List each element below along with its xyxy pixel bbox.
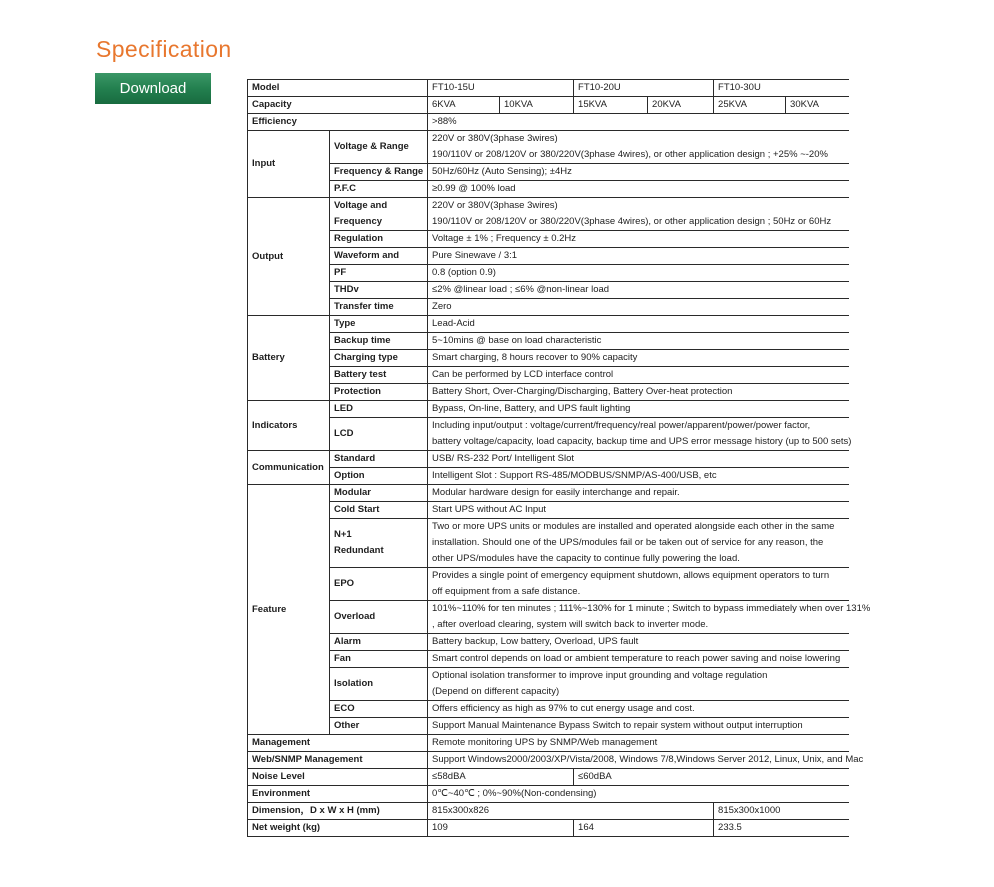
- sublabel-lcd: LCD: [330, 418, 428, 451]
- row-feature-alarm: [248, 634, 849, 651]
- row-battery-protection: [248, 384, 849, 401]
- net-weight-value: 233.5: [714, 820, 849, 837]
- capacity-label: Capacity: [248, 97, 428, 114]
- sublabel-redundant: [330, 519, 428, 568]
- row-feature-other: [248, 718, 849, 735]
- row-communication-option: [248, 468, 849, 485]
- model-value: FT10-15U: [428, 80, 574, 97]
- row-input-frequency-range: [248, 164, 849, 181]
- dimension-value: 815x300x1000: [714, 803, 849, 820]
- model-value: FT10-20U: [574, 80, 714, 97]
- sublabel-line: N+1: [334, 529, 352, 540]
- row-output-pf: [248, 265, 849, 282]
- group-label-output: Output: [248, 198, 330, 316]
- sublabel-led: LED: [330, 401, 428, 418]
- row-feature-isolation: [248, 668, 849, 701]
- environment-value: 0℃~40℃ ; 0%~90%(Non-condensing): [428, 786, 849, 803]
- row-environment: [248, 786, 849, 803]
- value-lcd: [428, 418, 852, 451]
- row-management: [248, 735, 849, 752]
- row-feature-redundant: [248, 519, 849, 568]
- capacity-value: 15KVA: [574, 97, 648, 114]
- row-indicators-lcd: [248, 418, 849, 451]
- row-battery-test: [248, 367, 849, 384]
- row-input-pfc: [248, 181, 849, 198]
- efficiency-value: >88%: [428, 114, 849, 131]
- row-feature-modular: [248, 485, 849, 502]
- sublabel-regulation: Regulation: [330, 231, 428, 248]
- sublabel-pf: PF: [330, 265, 428, 282]
- row-output-thdv: [248, 282, 849, 299]
- capacity-value: 25KVA: [714, 97, 786, 114]
- sublabel-battery-test: Battery test: [330, 367, 428, 384]
- row-efficiency: [248, 114, 849, 131]
- value-option: Intelligent Slot : Support RS-485/MODBUS/SNMP/AS-400/USB, etc: [428, 468, 849, 485]
- dimension-value: 815x300x826: [428, 803, 714, 820]
- sublabel-waveform: Waveform and: [330, 248, 428, 265]
- row-input-voltage-range: [248, 131, 849, 164]
- group-label-communication: Communication: [248, 451, 330, 485]
- row-feature-overload: [248, 601, 849, 634]
- value-line: installation. Should one of the UPS/modules fail or be taken out of service for any reason, the: [432, 537, 824, 548]
- value-line: 101%~110% for ten minutes ; 111%~130% for 1 minute ; Switch to bypass immediately when over 131%: [432, 603, 871, 614]
- value-line: Including input/output : voltage/current/frequency/real power/apparent/power/power factor,: [432, 420, 811, 431]
- noise-value: ≤58dBA: [428, 769, 574, 786]
- row-net-weight: [248, 820, 849, 837]
- noise-value: ≤60dBA: [574, 769, 849, 786]
- row-communication-standard: [248, 451, 849, 468]
- sublabel-thdv: THDv: [330, 282, 428, 299]
- value-eco: Offers efficiency as high as 97% to cut energy usage and cost.: [428, 701, 849, 718]
- page-title: Specification: [96, 36, 232, 62]
- row-indicators-led: [248, 401, 849, 418]
- group-label-input: Input: [248, 131, 330, 198]
- sublabel-alarm: Alarm: [330, 634, 428, 651]
- sublabel-voltage-range: Voltage & Range: [330, 131, 428, 164]
- row-feature-cold-start: [248, 502, 849, 519]
- sublabel-line: Redundant: [334, 545, 384, 556]
- sublabel-charging-type: Charging type: [330, 350, 428, 367]
- group-label-battery: Battery: [248, 316, 330, 401]
- net-weight-value: 164: [574, 820, 714, 837]
- value-line: , after overload clearing, system will switch back to inverter mode.: [432, 619, 709, 630]
- value-isolation: [428, 668, 849, 701]
- value-cold-start: Start UPS without AC Input: [428, 502, 849, 519]
- sublabel-type: Type: [330, 316, 428, 333]
- management-label: Management: [248, 735, 428, 752]
- net-weight-value: 109: [428, 820, 574, 837]
- sublabel-option: Option: [330, 468, 428, 485]
- value-transfer-time: Zero: [428, 299, 849, 316]
- value-line: other UPS/modules have the capacity to continue fully powering the load.: [432, 553, 740, 564]
- row-dimension: [248, 803, 849, 820]
- row-output-regulation: [248, 231, 849, 248]
- row-noise-level: [248, 769, 849, 786]
- value-standard: USB/ RS-232 Port/ Intelligent Slot: [428, 451, 849, 468]
- management-value: Remote monitoring UPS by SNMP/Web management: [428, 735, 849, 752]
- value-line: off equipment from a safe distance.: [432, 586, 581, 597]
- sublabel-frequency-range: Frequency & Range: [330, 164, 428, 181]
- value-regulation: Voltage ± 1% ; Frequency ± 0.2Hz: [428, 231, 849, 248]
- row-model: [248, 80, 849, 97]
- row-battery-charging-type: [248, 350, 849, 367]
- capacity-value: 30KVA: [786, 97, 849, 114]
- row-feature-epo: [248, 568, 849, 601]
- value-line: Provides a single point of emergency equipment shutdown, allows equipment operators to turn: [432, 570, 830, 581]
- model-value: FT10-30U: [714, 80, 849, 97]
- efficiency-label: Efficiency: [248, 114, 428, 131]
- web-snmp-label: Web/SNMP Management: [248, 752, 428, 769]
- sublabel-eco: ECO: [330, 701, 428, 718]
- sublabel-line: Voltage and: [334, 200, 388, 211]
- sublabel-protection: Protection: [330, 384, 428, 401]
- web-snmp-value: Support Windows2000/2003/XP/Vista/2008, Windows 7/8,Windows Server 2012, Linux, Unix, and Mac: [428, 752, 849, 769]
- value-battery-test: Can be performed by LCD interface control: [428, 367, 849, 384]
- dimension-label: Dimension，D x W x H (mm): [248, 803, 428, 820]
- sublabel-overload: Overload: [330, 601, 428, 634]
- row-output-waveform: [248, 248, 849, 265]
- value-protection: Battery Short, Over-Charging/Discharging, Battery Over-heat protection: [428, 384, 849, 401]
- value-frequency-range: 50Hz/60Hz (Auto Sensing); ±4Hz: [428, 164, 849, 181]
- value-thdv: ≤2% @linear load ; ≤6% @non-linear load: [428, 282, 849, 299]
- group-label-indicators: Indicators: [248, 401, 330, 451]
- value-line: battery voltage/capacity, load capacity, backup time and UPS error message history (up to 500 sets): [432, 436, 852, 447]
- sublabel-transfer-time: Transfer time: [330, 299, 428, 316]
- capacity-value: 20KVA: [648, 97, 714, 114]
- sublabel-modular: Modular: [330, 485, 428, 502]
- value-modular: Modular hardware design for easily interchange and repair.: [428, 485, 849, 502]
- sublabel-isolation: Isolation: [330, 668, 428, 701]
- sublabel-fan: Fan: [330, 651, 428, 668]
- row-web-snmp: [248, 752, 849, 769]
- noise-label: Noise Level: [248, 769, 428, 786]
- sublabel-epo: EPO: [330, 568, 428, 601]
- value-line: 190/110V or 208/120V or 380/220V(3phase 4wires), or other application design ; 50Hz or 60Hz: [432, 216, 832, 227]
- row-battery-type: [248, 316, 849, 333]
- row-battery-backup-time: [248, 333, 849, 350]
- sublabel-backup-time: Backup time: [330, 333, 428, 350]
- sublabel-other: Other: [330, 718, 428, 735]
- value-charging-type: Smart charging, 8 hours recover to 90% capacity: [428, 350, 849, 367]
- sublabel-pfc: P.F.C: [330, 181, 428, 198]
- value-type: Lead-Acid: [428, 316, 849, 333]
- model-label: Model: [248, 80, 428, 97]
- value-waveform: Pure Sinewave / 3:1: [428, 248, 849, 265]
- download-button[interactable]: Download: [95, 73, 211, 104]
- spec-table: [247, 79, 871, 837]
- value-voltage-frequency: [428, 198, 849, 231]
- row-capacity: [248, 97, 849, 114]
- row-output-transfer-time: [248, 299, 849, 316]
- capacity-value: 10KVA: [500, 97, 574, 114]
- value-epo: [428, 568, 849, 601]
- value-backup-time: 5~10mins @ base on load characteristic: [428, 333, 849, 350]
- row-feature-eco: [248, 701, 849, 718]
- value-line: 220V or 380V(3phase 3wires): [432, 133, 558, 144]
- capacity-value: 6KVA: [428, 97, 500, 114]
- value-pfc: ≥0.99 @ 100% load: [428, 181, 849, 198]
- sublabel-standard: Standard: [330, 451, 428, 468]
- sublabel-line: Frequency: [334, 216, 383, 227]
- value-led: Bypass, On-line, Battery, and UPS fault lighting: [428, 401, 849, 418]
- row-output-voltage-frequency: [248, 198, 849, 231]
- value-line: (Depend on different capacity): [432, 686, 560, 697]
- value-alarm: Battery backup, Low battery, Overload, UPS fault: [428, 634, 849, 651]
- net-weight-label: Net weight (kg): [248, 820, 428, 837]
- sublabel-voltage-frequency: [330, 198, 428, 231]
- value-other: Support Manual Maintenance Bypass Switch to repair system without output interruption: [428, 718, 849, 735]
- value-overload: [428, 601, 871, 634]
- sublabel-cold-start: Cold Start: [330, 502, 428, 519]
- group-label-feature: Feature: [248, 485, 330, 735]
- value-line: Optional isolation transformer to improve input grounding and voltage regulation: [432, 670, 768, 681]
- value-fan: Smart control depends on load or ambient temperature to reach power saving and noise lowering: [428, 651, 849, 668]
- row-feature-fan: [248, 651, 849, 668]
- value-voltage-range: [428, 131, 849, 164]
- environment-label: Environment: [248, 786, 428, 803]
- value-pf: 0.8 (option 0.9): [428, 265, 849, 282]
- value-line: 190/110V or 208/120V or 380/220V(3phase 4wires), or other application design ; +25% ~-20%: [432, 149, 828, 160]
- value-redundant: [428, 519, 849, 568]
- value-line: 220V or 380V(3phase 3wires): [432, 200, 558, 211]
- value-line: Two or more UPS units or modules are installed and operated alongside each other in the same: [432, 521, 835, 532]
